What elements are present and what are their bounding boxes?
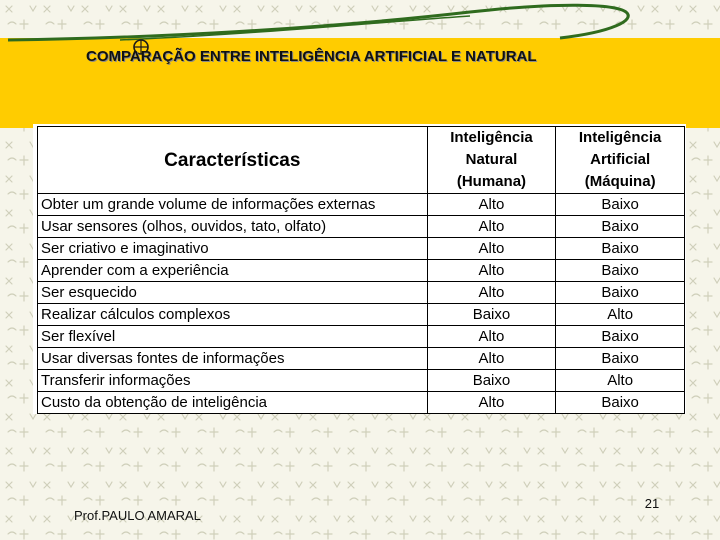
artificial-value-cell: Baixo xyxy=(556,392,685,414)
slide-title: COMPARAÇÃO ENTRE INTELIGÊNCIA ARTIFICIAL E NATURAL xyxy=(86,48,537,65)
feature-cell: Usar diversas fontes de informações xyxy=(38,348,428,370)
table-row xyxy=(38,348,685,370)
header-artificial-line: (Máquina) xyxy=(584,173,656,190)
artificial-value-cell: Baixo xyxy=(556,260,685,282)
header-natural-line: Inteligência xyxy=(450,129,533,146)
natural-value-cell: Baixo xyxy=(427,370,556,392)
natural-value-cell: Alto xyxy=(427,238,556,260)
header-natural-intelligence xyxy=(427,127,556,194)
natural-value-cell: Alto xyxy=(427,282,556,304)
header-natural-line: (Humana) xyxy=(456,173,527,190)
feature-cell: Ser flexível xyxy=(38,326,428,348)
natural-value-cell: Baixo xyxy=(427,304,556,326)
comparison-table-panel xyxy=(33,124,686,414)
artificial-value-cell: Baixo xyxy=(556,194,685,216)
natural-value-cell: Alto xyxy=(427,326,556,348)
artificial-value-cell: Baixo xyxy=(556,348,685,370)
artificial-value-cell: Alto xyxy=(556,304,685,326)
feature-cell: Obter um grande volume de informações externas xyxy=(38,194,428,216)
table-row xyxy=(38,304,685,326)
header-artificial-intelligence xyxy=(556,127,685,194)
table-row xyxy=(38,238,685,260)
feature-cell: Realizar cálculos complexos xyxy=(38,304,428,326)
header-artificial-line: Artificial xyxy=(590,151,651,168)
artificial-value-cell: Alto xyxy=(556,370,685,392)
natural-value-cell: Alto xyxy=(427,392,556,414)
feature-cell: Transferir informações xyxy=(38,370,428,392)
artificial-value-cell: Baixo xyxy=(556,216,685,238)
table-header-row xyxy=(38,127,685,194)
decorative-swoosh xyxy=(0,0,720,140)
table-row xyxy=(38,194,685,216)
feature-cell: Usar sensores (olhos, ouvidos, tato, olfato) xyxy=(38,216,428,238)
artificial-value-cell: Baixo xyxy=(556,238,685,260)
feature-cell: Ser criativo e imaginativo xyxy=(38,238,428,260)
table-row xyxy=(38,392,685,414)
footer-author: Prof.PAULO AMARAL xyxy=(74,508,201,523)
natural-value-cell: Alto xyxy=(427,216,556,238)
header-artificial-line: Inteligência xyxy=(578,129,662,146)
artificial-value-cell: Baixo xyxy=(556,282,685,304)
table-row xyxy=(38,216,685,238)
table-row xyxy=(38,370,685,392)
natural-value-cell: Alto xyxy=(427,260,556,282)
artificial-value-cell: Baixo xyxy=(556,326,685,348)
page-number: 21 xyxy=(644,496,660,511)
table-row xyxy=(38,260,685,282)
feature-cell: Aprender com a experiência xyxy=(38,260,428,282)
header-characteristics: Características xyxy=(38,127,428,194)
feature-cell: Ser esquecido xyxy=(38,282,428,304)
table-row xyxy=(38,326,685,348)
natural-value-cell: Alto xyxy=(427,348,556,370)
table-row xyxy=(38,282,685,304)
feature-cell: Custo da obtenção de inteligência xyxy=(38,392,428,414)
natural-value-cell: Alto xyxy=(427,194,556,216)
comparison-table xyxy=(37,126,685,414)
header-natural-line: Natural xyxy=(465,151,518,168)
